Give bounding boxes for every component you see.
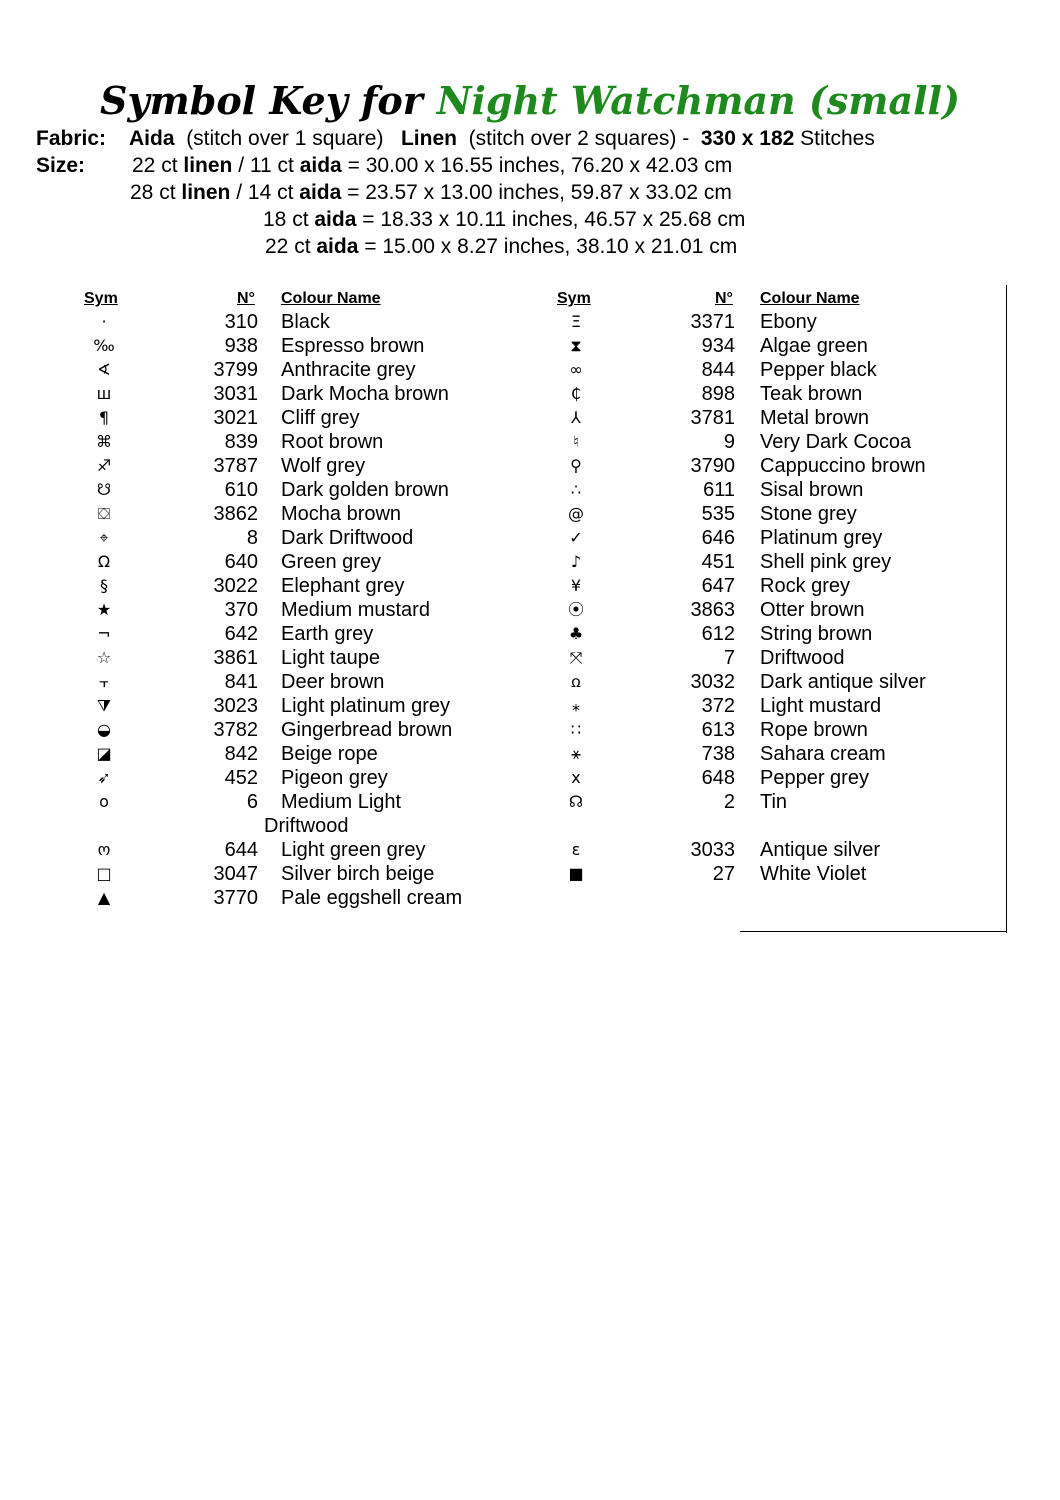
thread-number: 8 (246, 527, 258, 549)
size-line-1: 22 ct linen / 11 ct aida = 30.00 x 16.55 inches, 76.20 x 42.03 cm (132, 154, 733, 177)
header-sym-right: Sym (557, 290, 591, 307)
symbol-icon: ✓ (569, 528, 583, 547)
symbol-icon: ‰ (93, 336, 115, 355)
thread-number: 3862 (213, 503, 258, 525)
symbol-icon: § (100, 576, 108, 595)
colour-name: Dark golden brown (281, 479, 449, 501)
thread-number: 451 (701, 551, 735, 573)
fabric-info (129, 125, 875, 152)
thread-number: 3799 (213, 359, 258, 381)
colour-name: Very Dark Cocoa (760, 431, 912, 453)
colour-name: Light platinum grey (281, 695, 450, 717)
thread-number: 3861 (213, 647, 258, 669)
colour-name: Platinum grey (760, 527, 883, 549)
symbol-icon: @ (568, 504, 584, 523)
colour-name: Wolf grey (281, 455, 366, 477)
thread-number: 648 (701, 767, 735, 789)
thread-number: 640 (224, 551, 258, 573)
symbol-icon: Ω (97, 552, 111, 571)
fabric-aida: Aida (129, 127, 175, 150)
symbol-icon: ¥ (570, 576, 582, 595)
colour-name: Rock grey (760, 575, 851, 597)
symbol-icon: ◪ (96, 744, 112, 763)
symbol-icon: ☋ (96, 480, 112, 499)
colour-name: Driftwood (760, 647, 845, 669)
colour-name: Earth grey (281, 623, 374, 645)
colour-name: Pepper grey (760, 767, 869, 789)
thread-number: 310 (224, 311, 258, 333)
colour-name: Pepper black (760, 359, 877, 381)
thread-number: 7 (723, 647, 735, 669)
symbol-icon: ♮ (573, 432, 579, 451)
symbol-icon: Ξ (570, 312, 582, 331)
colour-name: Root brown (281, 431, 384, 453)
colour-name: Green grey (281, 551, 382, 573)
colour-name: Gingerbread brown (281, 719, 453, 741)
size-line-3: 18 ct aida = 18.33 x 10.11 inches, 46.57 x 25.68 cm (263, 208, 746, 231)
symbol-icon: ☊ (568, 792, 584, 811)
colour-name: Metal brown (760, 407, 869, 429)
symbol-icon: ▲ (97, 888, 111, 907)
thread-number: 647 (701, 575, 735, 597)
symbol-icon: x (571, 768, 581, 787)
colour-name: Pigeon grey (281, 767, 388, 789)
symbol-icon: □ (96, 864, 112, 883)
page-title (0, 78, 1060, 124)
colour-name: Sisal brown (760, 479, 864, 501)
colour-name: Elephant grey (281, 575, 405, 597)
colour-name: Espresso brown (281, 335, 425, 357)
thread-number: 612 (701, 623, 735, 645)
thread-number: 3021 (213, 407, 258, 429)
thread-number: 3032 (690, 671, 735, 693)
thread-number: 3782 (213, 719, 258, 741)
symbol-icon: ¶ (98, 408, 110, 427)
thread-number: 898 (701, 383, 735, 405)
size-line-4: 22 ct aida = 15.00 x 8.27 inches, 38.10 x 21.01 cm (265, 235, 738, 258)
thread-number: 642 (224, 623, 258, 645)
symbol-icon: ☆ (96, 648, 112, 667)
symbol-icon: ო (97, 840, 111, 859)
thread-number: 3770 (213, 887, 258, 909)
thread-number: 839 (224, 431, 258, 453)
fabric-linen: Linen (400, 127, 457, 150)
symbol-icon: ➶ (97, 768, 111, 787)
size-line-2: 28 ct linen / 14 ct aida = 23.57 x 13.00 inches, 59.87 x 33.02 cm (130, 181, 732, 204)
colour-name: White Violet (760, 863, 867, 885)
colour-name: Otter brown (760, 599, 865, 621)
colour-name: Mocha brown (281, 503, 402, 525)
colour-name: Sahara cream (760, 743, 886, 765)
symbol-icon: ш (96, 384, 112, 403)
symbol-icon: ⛋ (97, 504, 111, 523)
symbol-icon: ⧩ (96, 696, 112, 715)
header-num-right: N° (715, 290, 733, 307)
header-name-left: Colour Name (281, 290, 381, 307)
thread-number: 3033 (690, 839, 735, 861)
symbol-icon: ⚹ (571, 744, 581, 763)
thread-number: 2 (723, 791, 735, 813)
colour-name-continued: Driftwood (264, 815, 349, 837)
colour-name: Ebony (760, 311, 817, 333)
fabric-linen-note: (stitch over 2 squares) - (468, 127, 690, 150)
table-right-border (1006, 285, 1007, 933)
colour-name: Medium Light (281, 791, 402, 813)
symbol-icon: o (99, 792, 109, 811)
colour-name: Dark Driftwood (281, 527, 414, 549)
colour-name: Light taupe (281, 647, 380, 669)
colour-name: Cappuccino brown (760, 455, 926, 477)
thread-number: 3787 (213, 455, 258, 477)
thread-number: 3371 (690, 311, 735, 333)
symbol-icon: ꭥ (571, 672, 581, 691)
symbol-icon: ⅄ (571, 408, 581, 427)
thread-number: 841 (224, 671, 258, 693)
pattern-name: Night Watchman (small) (436, 78, 960, 123)
colour-name: Medium mustard (281, 599, 430, 621)
symbol-icon: ■ (568, 864, 584, 883)
header-num-left: N° (237, 290, 255, 307)
fabric-aida-note: (stitch over 1 square) (186, 127, 384, 150)
thread-number: 535 (701, 503, 735, 525)
colour-name: Silver birch beige (281, 863, 435, 885)
thread-number: 370 (224, 599, 258, 621)
header-sym-left: Sym (84, 290, 118, 307)
colour-name: Rope brown (760, 719, 868, 741)
thread-number: 27 (712, 863, 735, 885)
symbol-icon: ⧗ (570, 336, 582, 355)
symbol-icon: ⚲ (570, 456, 582, 475)
symbol-icon: ♪ (570, 552, 582, 571)
symbol-icon: ⌖ (99, 528, 109, 547)
colour-name: Teak brown (760, 383, 863, 405)
thread-number: 844 (701, 359, 735, 381)
thread-number: 6 (246, 791, 258, 813)
colour-name: Antique silver (760, 839, 881, 861)
symbol-icon: ◒ (97, 720, 111, 739)
symbol-icon: ♐ (96, 456, 112, 475)
colour-name: Shell pink grey (760, 551, 892, 573)
thread-number: 644 (224, 839, 258, 861)
thread-number: 3047 (213, 863, 258, 885)
colour-name: Deer brown (281, 671, 385, 693)
thread-number: 452 (224, 767, 258, 789)
symbol-icon: ¬ (97, 624, 111, 643)
symbol-icon: ⁎ (572, 696, 580, 715)
header-name-right: Colour Name (760, 290, 860, 307)
thread-number: 938 (224, 335, 258, 357)
title-prefix: Symbol Key for (100, 78, 423, 123)
symbol-icon: ε (571, 840, 581, 859)
symbol-icon: ⫟ (99, 672, 109, 691)
fabric-label: Fabric: (36, 127, 107, 150)
thread-number: 738 (701, 743, 735, 765)
colour-name: Anthracite grey (281, 359, 416, 381)
colour-name: Light mustard (760, 695, 882, 717)
thread-number: 613 (701, 719, 735, 741)
thread-number: 842 (224, 743, 258, 765)
thread-number: 934 (701, 335, 735, 357)
colour-name: Dark Mocha brown (281, 383, 449, 405)
colour-name: Dark antique silver (760, 671, 926, 693)
colour-name: String brown (760, 623, 873, 645)
thread-number: 3031 (213, 383, 258, 405)
symbol-icon: ♣ (568, 624, 584, 643)
symbol-icon: ∷ (570, 720, 582, 739)
thread-number: 646 (701, 527, 735, 549)
colour-name: Tin (760, 791, 788, 813)
symbol-icon: ⦿ (567, 600, 584, 619)
thread-number: 9 (723, 431, 735, 453)
thread-number: 3022 (213, 575, 258, 597)
thread-number: 611 (703, 479, 735, 501)
colour-name: Pale eggshell cream (281, 887, 463, 909)
table-bottom-border (740, 931, 1007, 932)
colour-name: Algae green (760, 335, 868, 357)
symbol-icon: ∞ (569, 360, 583, 379)
symbol-icon: ₵ (570, 384, 582, 403)
thread-number: 610 (224, 479, 258, 501)
thread-number: 3790 (690, 455, 735, 477)
symbol-icon: ⌘ (96, 432, 112, 451)
colour-name: Cliff grey (281, 407, 360, 429)
symbol-icon: · (101, 312, 107, 331)
thread-number: 3023 (213, 695, 258, 717)
symbol-icon: ⤧ (569, 648, 583, 667)
thread-number: 372 (701, 695, 735, 717)
colour-name: Black (281, 311, 330, 333)
symbol-icon: ★ (96, 600, 112, 619)
colour-name: Light green grey (281, 839, 426, 861)
thread-number: 3863 (690, 599, 735, 621)
size-label: Size: (36, 154, 86, 177)
symbol-icon: ∴ (570, 480, 582, 499)
symbol-icon: ∢ (97, 360, 111, 379)
colour-name: Stone grey (760, 503, 857, 525)
thread-number: 3781 (690, 407, 735, 429)
stitch-label: Stitches (800, 127, 875, 150)
colour-name: Beige rope (281, 743, 378, 765)
stitch-count: 330 x 182 (700, 127, 795, 150)
